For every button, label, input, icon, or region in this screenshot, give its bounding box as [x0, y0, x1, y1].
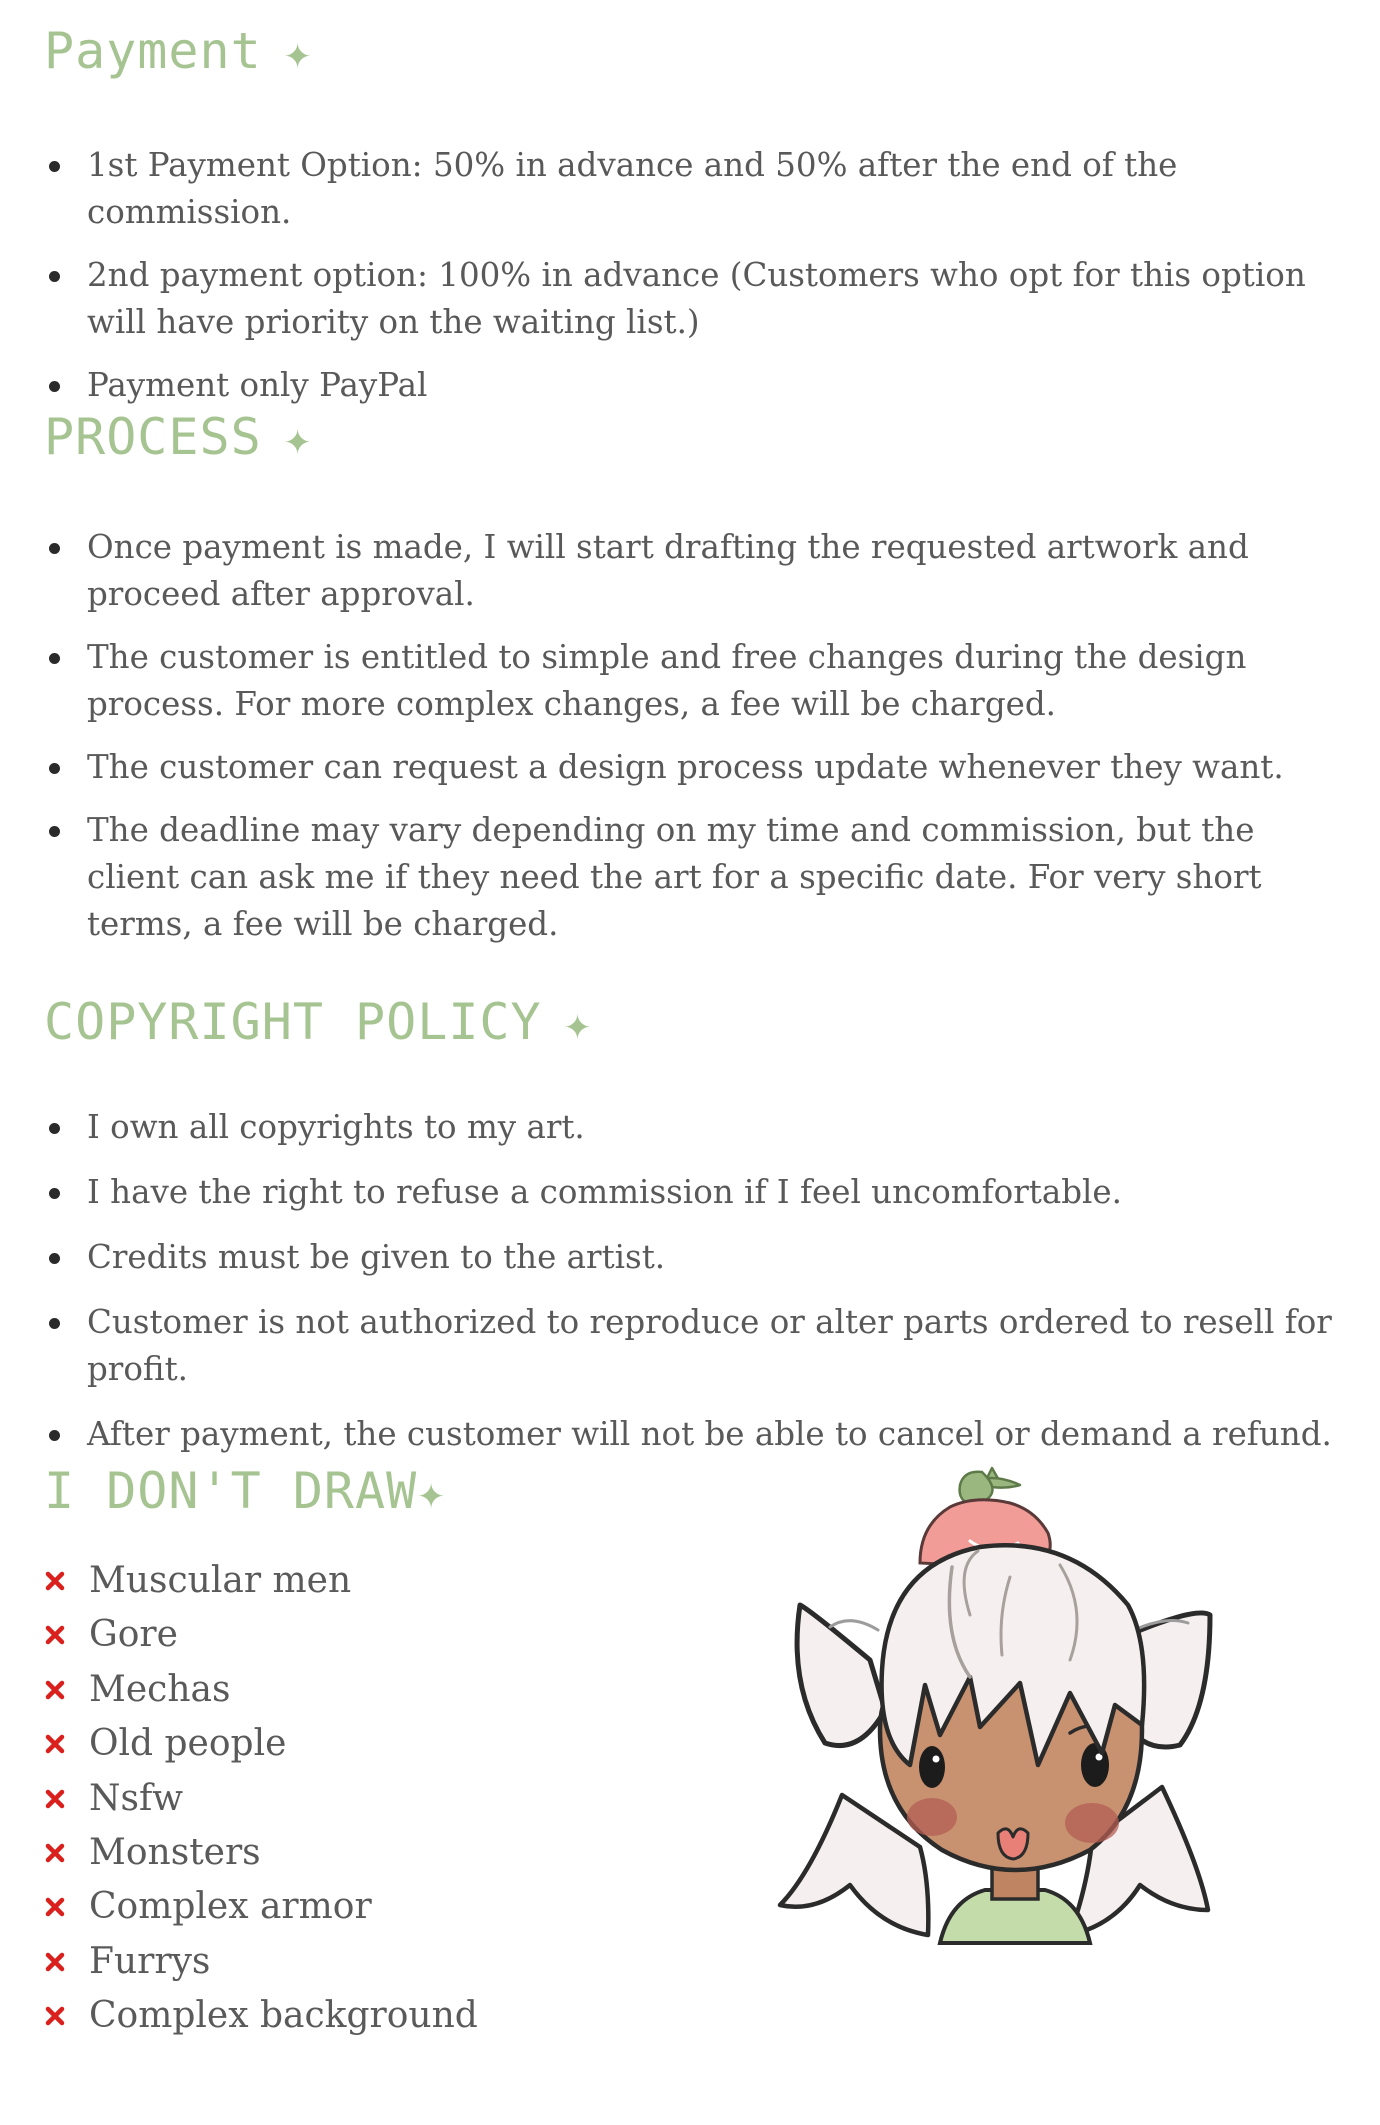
list-item-label: Nsfw	[89, 1777, 184, 1819]
payment-list	[44, 142, 1344, 409]
list-item: The customer is entitled to simple and free changes during the design process. For more complex changes, a fee will be charged.	[44, 634, 1337, 728]
list-item-label: Gore	[89, 1614, 178, 1656]
star-icon: ✦	[417, 1465, 446, 1519]
list-item-label: Old people	[89, 1723, 287, 1765]
star-icon: ✦	[283, 25, 313, 79]
chibi-character-illustration	[770, 1465, 1250, 1965]
dont-draw-heading-text: I DON'T DRAW	[44, 1462, 418, 1520]
list-item: The customer can request a design process update whenever they want.	[44, 744, 1344, 791]
list-item	[44, 1608, 478, 1662]
list-item	[44, 1717, 478, 1771]
payment-heading	[44, 22, 312, 80]
list-item: Credits must be given to the artist.	[44, 1234, 1344, 1281]
process-heading	[44, 408, 312, 466]
list-item	[44, 1989, 478, 2043]
star-icon: ✦	[563, 996, 593, 1050]
list-item	[44, 1880, 478, 1934]
dont-draw-list	[44, 1554, 478, 2044]
copyright-heading-text: COPYRIGHT POLICY	[44, 993, 542, 1051]
copyright-heading	[44, 993, 592, 1051]
x-mark-icon	[44, 1624, 66, 1646]
x-mark-icon	[44, 1788, 66, 1810]
x-mark-icon	[44, 1679, 66, 1701]
list-item-label: Furrys	[89, 1940, 211, 1982]
x-mark-icon	[44, 2005, 66, 2027]
copyright-list	[44, 1104, 1344, 1458]
payment-heading-text: Payment	[44, 22, 262, 80]
star-icon: ✦	[283, 411, 313, 465]
list-item	[44, 1826, 478, 1880]
list-item	[44, 1772, 478, 1826]
list-item-label: Monsters	[89, 1831, 261, 1873]
x-mark-icon	[44, 1570, 66, 1592]
list-item-label: Muscular men	[89, 1560, 352, 1601]
process-list	[44, 524, 1344, 948]
list-item-label: Complex background	[89, 1995, 478, 2037]
list-item: Payment only PayPal	[44, 362, 1344, 409]
dont-draw-heading	[44, 1462, 446, 1520]
list-item: The deadline may vary depending on my time and commission, but the client can ask me if they need the art for a specific date. For very short terms, a fee will be charged.	[44, 807, 1342, 948]
list-item-label: Mechas	[89, 1668, 231, 1710]
process-heading-text: PROCESS	[44, 408, 262, 466]
list-item: Customer is not authorized to reproduce or alter parts ordered to resell for profit.	[44, 1299, 1344, 1393]
list-item: I have the right to refuse a commission if I feel uncomfortable.	[44, 1169, 1344, 1216]
list-item-label: Complex armor	[89, 1886, 372, 1928]
list-item: After payment, the customer will not be able to cancel or demand a refund.	[44, 1411, 1344, 1458]
x-mark-icon	[44, 1733, 66, 1755]
list-item	[44, 1663, 478, 1717]
x-mark-icon	[44, 1951, 66, 1973]
list-item: 1st Payment Option: 50% in advance and 50% after the end of the commission.	[44, 142, 1344, 236]
list-item: 2nd payment option: 100% in advance (Customers who opt for this option will have priority on the waiting list.)	[44, 252, 1342, 346]
x-mark-icon	[44, 1842, 66, 1864]
list-item: Once payment is made, I will start drafting the requested artwork and proceed after approval.	[44, 524, 1297, 618]
list-item	[44, 1935, 478, 1989]
x-mark-icon	[44, 1896, 66, 1918]
list-item	[44, 1554, 478, 1608]
list-item: I own all copyrights to my art.	[44, 1104, 1344, 1151]
